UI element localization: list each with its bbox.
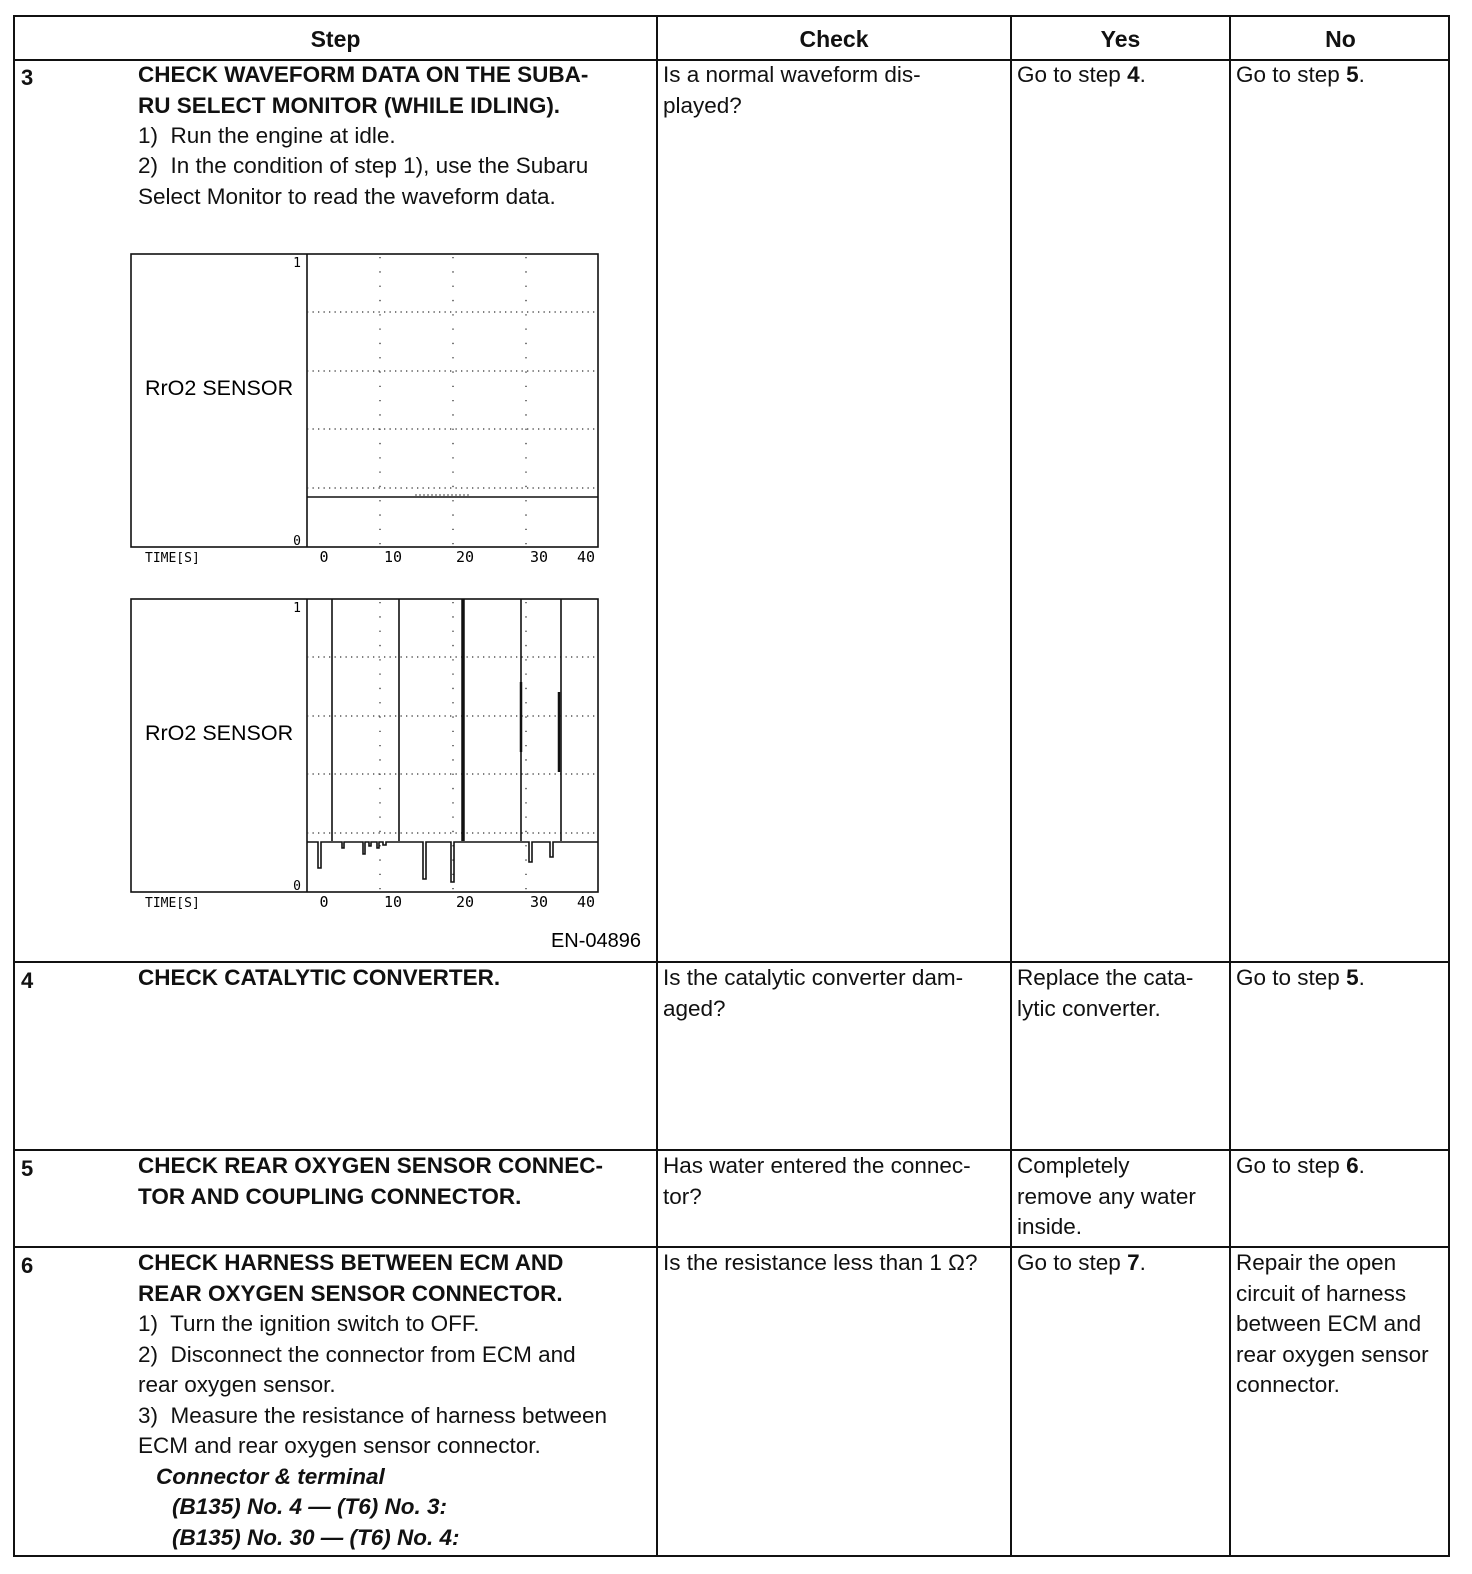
step-instruction: Select Monitor to read the waveform data. [138,184,556,209]
diagnostic-table [13,15,1450,1557]
step-number: 6 [21,1253,34,1278]
y-bottom-label: 0 [293,879,301,894]
connector-heading: Connector & terminal [156,1464,385,1489]
step-title-line: CHECK REAR OXYGEN SENSOR CONNEC- [138,1153,604,1178]
step-instruction: ECM and rear oxygen sensor connector. [138,1433,541,1458]
step-title-line: RU SELECT MONITOR (WHILE IDLING). [138,93,561,118]
no-text: Repair the open [1236,1250,1397,1275]
x-tick: 40 [576,548,596,566]
check-text: Is a normal waveform dis- [663,62,921,87]
waveform-graph-idle [131,254,598,566]
header-step: Step [310,26,361,52]
step-number: 5 [21,1156,34,1181]
step-instruction: 1) Turn the ignition switch to OFF. [138,1311,480,1336]
step-instruction: 3) Measure the resistance of harness between [138,1403,608,1428]
yes-text: Replace the cata- [1017,965,1194,990]
check-text: played? [663,93,742,118]
step-instruction: 2) In the condition of step 1), use the Subaru [138,153,589,178]
check-text: aged? [663,996,726,1021]
step-instruction: 1) Run the engine at idle. [138,123,396,148]
step-number: 4 [21,968,34,993]
column-divider [1229,17,1231,1555]
no-text: Go to step 6. [1236,1153,1365,1178]
x-tick: 0 [319,893,329,911]
step-title-line: CHECK CATALYTIC CONVERTER. [138,965,501,990]
yes-text: Go to step 4. [1017,62,1146,87]
check-text: Is the resistance less than 1 Ω? [663,1250,978,1275]
x-tick: 40 [576,893,596,911]
check-text: tor? [663,1184,702,1209]
x-tick: 0 [319,548,329,566]
step-instruction: 2) Disconnect the connector from ECM and [138,1342,576,1367]
column-divider [1010,17,1012,1555]
step-instruction: rear oxygen sensor. [138,1372,336,1397]
column-divider [656,17,658,1555]
waveform-graph-switching [131,599,598,911]
step-title-line: REAR OXYGEN SENSOR CONNECTOR. [138,1281,563,1306]
figure-code: EN-04896 [550,930,641,952]
step-number: 3 [21,65,34,90]
no-text: Go to step 5. [1236,965,1365,990]
no-text: connector. [1236,1372,1340,1397]
header-no: No [1325,26,1356,52]
time-label: TIME[S] [145,551,200,566]
x-tick: 20 [455,893,475,911]
x-tick: 10 [383,548,403,566]
header-check: Check [799,26,869,52]
yes-text: Completely [1017,1153,1130,1178]
graph-label: RrO2 SENSOR [145,721,294,745]
graph-label: RrO2 SENSOR [145,376,294,400]
yes-text: remove any water [1017,1184,1196,1209]
x-tick: 20 [455,548,475,566]
connector-terminal: (B135) No. 30 — (T6) No. 4: [172,1525,460,1550]
yes-text: inside. [1017,1214,1083,1239]
x-tick: 30 [529,548,549,566]
check-text: Has water entered the connec- [663,1153,971,1178]
x-tick: 30 [529,893,549,911]
waveform-figure [125,247,645,957]
step-title-line: CHECK WAVEFORM DATA ON THE SUBA- [138,62,589,87]
header-yes: Yes [1100,26,1141,52]
no-text: Go to step 5. [1236,62,1365,87]
time-label: TIME[S] [145,896,200,911]
no-text: circuit of harness [1236,1281,1407,1306]
step-title-line: TOR AND COUPLING CONNECTOR. [138,1184,522,1209]
yes-text: lytic converter. [1017,996,1161,1021]
no-text: between ECM and [1236,1311,1422,1336]
connector-terminal: (B135) No. 4 — (T6) No. 3: [172,1494,448,1519]
no-text: rear oxygen sensor [1236,1342,1429,1367]
check-text: Is the catalytic converter dam- [663,965,964,990]
y-top-label: 1 [293,601,301,616]
yes-text: Go to step 7. [1017,1250,1146,1275]
y-bottom-label: 0 [293,534,301,549]
x-tick: 10 [383,893,403,911]
step-title-line: CHECK HARNESS BETWEEN ECM AND [138,1250,564,1275]
y-top-label: 1 [293,256,301,271]
